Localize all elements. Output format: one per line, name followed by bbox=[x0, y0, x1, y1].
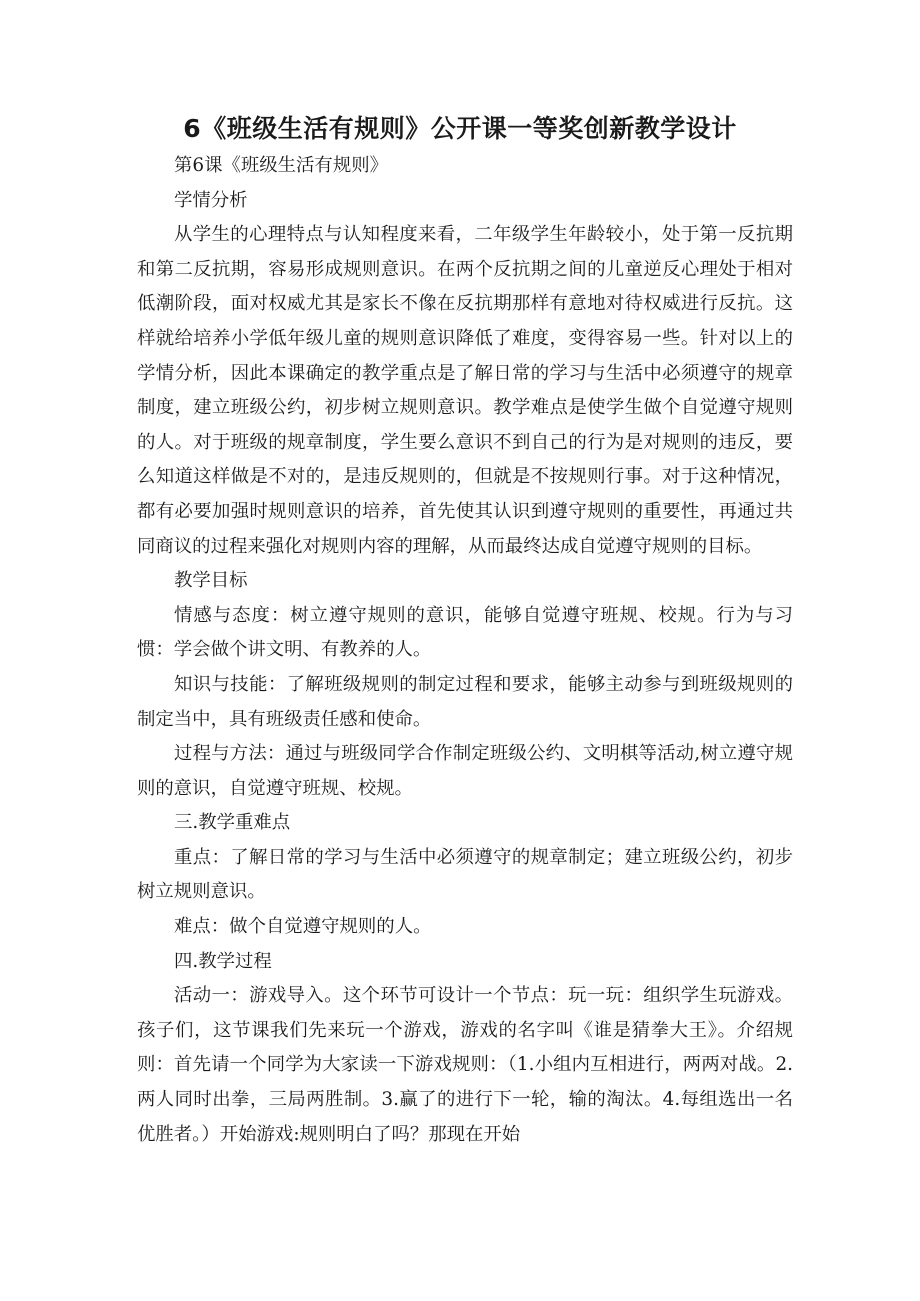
section-heading-objectives: 教学目标 bbox=[174, 570, 248, 592]
paragraph-emotion-attitude: 情感与态度：树立遵守规则的意识，能够自觉遵守班规、校规。行为与习惯：学会做个讲文明、有教养的人。 bbox=[137, 604, 793, 661]
section-heading-learner-analysis: 学情分析 bbox=[174, 189, 248, 211]
paragraph-process-method: 过程与方法：通过与班级同学合作制定班级公约、文明棋等活动,树立遵守规则的意识，自觉遵守班规、校规。 bbox=[137, 743, 793, 799]
paragraph-activity-one: 活动一：游戏导入。这个环节可设计一个节点：玩一玩：组织学生玩游戏。孩子们，这节课我们先来玩一个游戏，游戏的名字叫《谁是猜拳大王》。介绍规则：首先请一个同学为大家读一下游戏规则：（1.小组内互相进行，两两对战。2.两人同时出拳，三局两胜制。3.赢了的进行下一轮，输的淘汰。4.每组选出一名优胜者。）开始游戏:规则明白了吗？那现在开始 bbox=[137, 985, 793, 1145]
paragraph-difficulty: 难点：做个自觉遵守规则的人。 bbox=[174, 916, 432, 938]
section-heading-key-points: 三.教学重难点 bbox=[174, 812, 291, 834]
paragraph-key-point: 重点：了解日常的学习与生活中必须遵守的规章制定；建立班级公约，初步树立规则意识。 bbox=[137, 846, 793, 903]
lesson-heading: 第6课《班级生活有规则》 bbox=[174, 155, 388, 176]
paragraph-learner-analysis: 从学生的心理特点与认知程度来看，二年级学生年龄较小，处于第一反抗期和第二反抗期，容易形成规则意识。在两个反抗期之间的儿童逆反心理处于相对低潮阶段，面对权威尤其是家长不像在反抗期那样有意地对待权威进行反抗。这样就给培养小学低年级儿童的规则意识降低了难度，变得容易一些。针对以上的学情分析，因此本课确定的教学重点是了解日常的学习与生活中必须遵守的规章制度，建立班级公约，初步树立规则意识。教学难点是使学生做个自觉遵守规则的人。对于班级的规章制度，学生要么意识不到自己的行为是对规则的违反，要么知道这样做是不对的，是违反规则的，但就是不按规则行事。对于这种情况，都有必要加强时规则意识的培养，首先使其认识到遵守规则的重要性，再通过共同商议的过程来强化对规则内容的理解，从而最终达成自觉遵守规则的目标。 bbox=[137, 224, 793, 557]
section-heading-process: 四.教学过程 bbox=[174, 950, 272, 972]
document-title: 6《班级生活有规则》公开课一等奖创新教学设计 bbox=[183, 114, 737, 143]
paragraph-knowledge-skills: 知识与技能：了解班级规则的制定过程和要求，能够主动参与到班级规则的制定当中，具有班级责任感和使命。 bbox=[137, 673, 793, 730]
document-body bbox=[137, 149, 793, 1152]
